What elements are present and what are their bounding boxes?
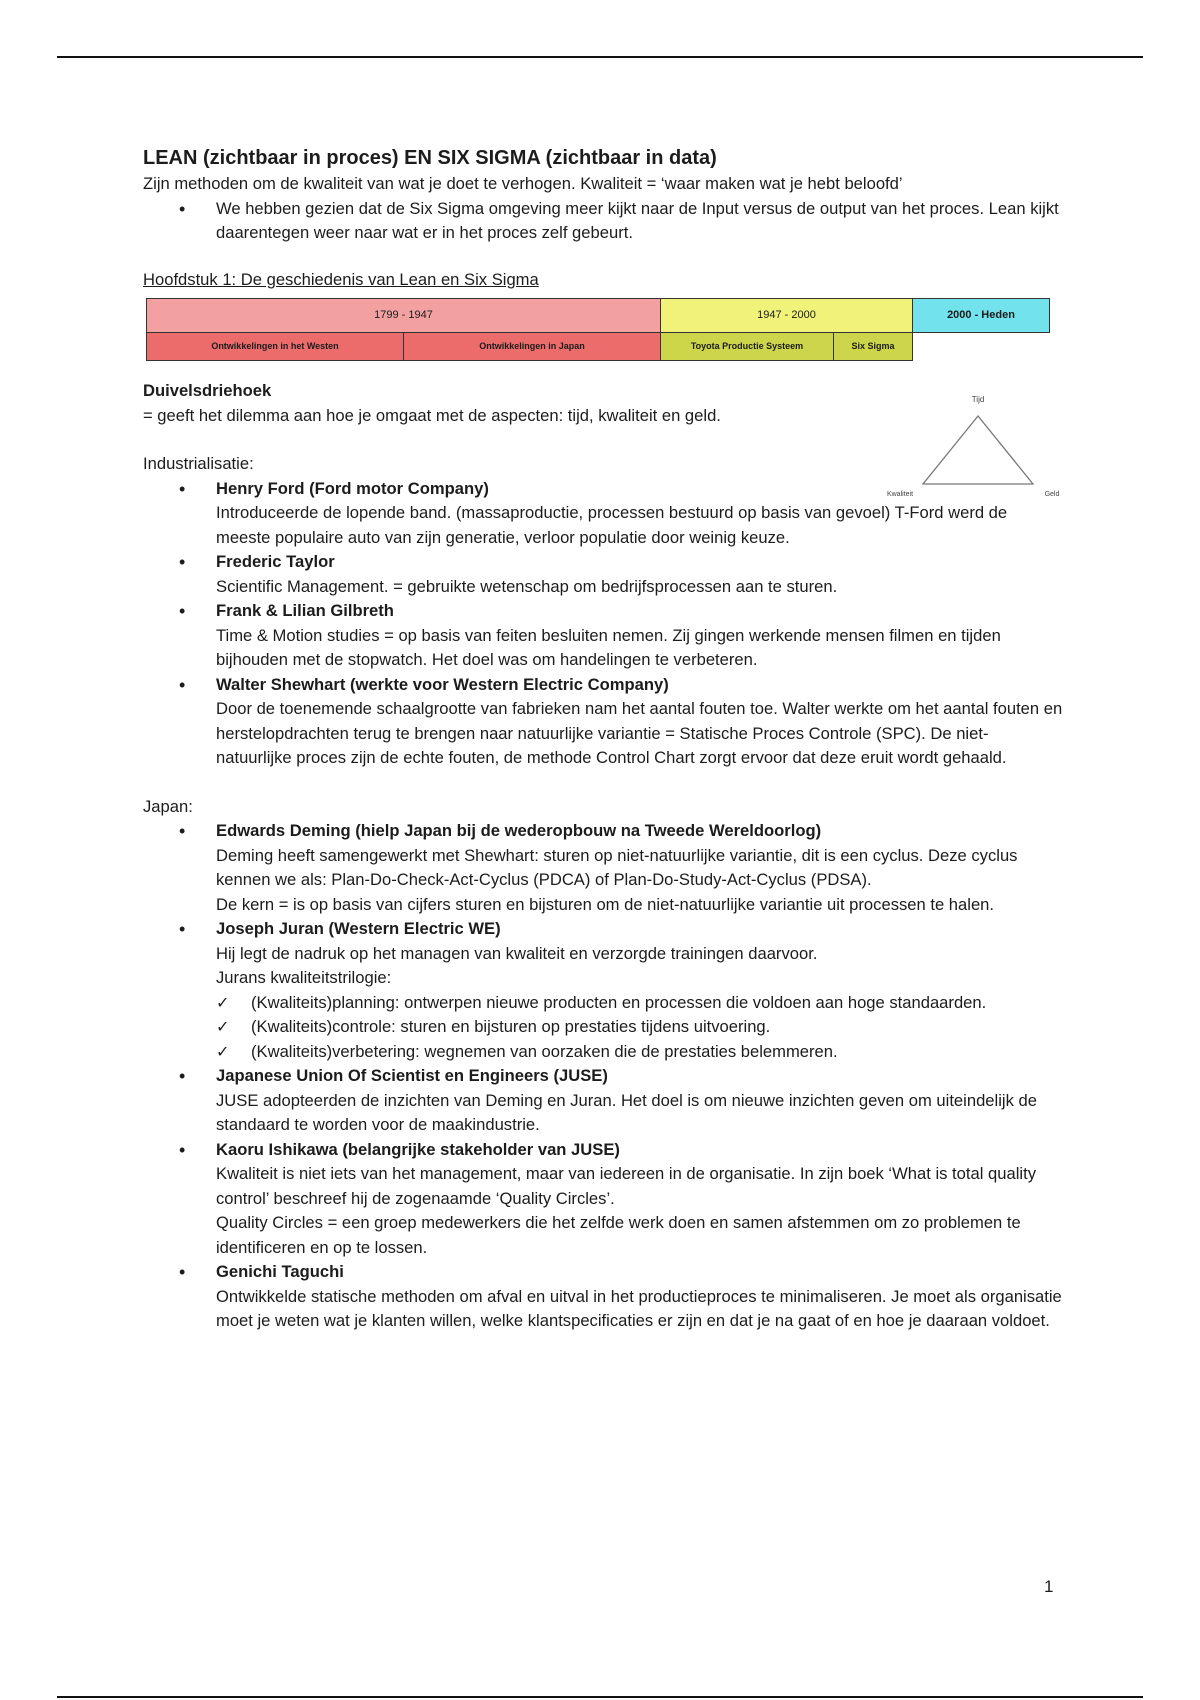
timeline-japan: Ontwikkelingen in Japan bbox=[404, 333, 661, 361]
industrial-label: Industrialisatie: bbox=[143, 454, 254, 473]
triangle-label-left: Kwaliteit bbox=[886, 491, 914, 498]
person-name: • Joseph Juran (Western Electric WE) bbox=[216, 919, 501, 938]
person-text: Quality Circles = een groep medewerkers die het zelfde werk doen en samen afstemmen om zo problemen te identificeren en op te lossen. bbox=[216, 1213, 1021, 1257]
person-name: • Frederic Taylor bbox=[216, 552, 335, 571]
industrial-list bbox=[143, 477, 1063, 771]
check-item: ✓ (Kwaliteits)controle: sturen en bijsturen op prestaties tijdens uitvoering. bbox=[216, 1015, 1063, 1040]
person-text: De kern = is op basis van cijfers sturen en bijsturen om de niet-natuurlijke variantie uit processen te halen. bbox=[216, 894, 995, 914]
devil-triangle-diagram bbox=[878, 392, 1078, 500]
person-name: • Japanese Union Of Scientist en Engineers (JUSE) bbox=[216, 1066, 608, 1085]
person-name: • Edwards Deming (hielp Japan bij de wederopbouw na Tweede Wereldoorlog) bbox=[216, 821, 822, 840]
timeline-period-1: 1799 - 1947 bbox=[147, 299, 661, 333]
list-item bbox=[143, 917, 1063, 1064]
japan-label: Japan: bbox=[143, 796, 193, 816]
person-text: Kwaliteit is niet iets van het management, maar van iedereen in de organisatie. In zijn boek ‘What is total quality control’ beschreef hij de zogenaamde ‘Quality Circles’. bbox=[216, 1164, 1036, 1208]
person-text: Introduceerde de lopende band. (massaproductie, processen bestuurd op basis van gevoel) T-Ford werd de meeste populaire auto van zijn generatie, verloor populatie door weinig keuze. bbox=[216, 503, 1008, 547]
person-name: • Walter Shewhart (werkte voor Western Electric Company) bbox=[216, 674, 669, 694]
person-name: • Kaoru Ishikawa (belangrijke stakeholder van JUSE) bbox=[216, 1139, 620, 1159]
list-item bbox=[143, 599, 1063, 673]
triangle-shape bbox=[923, 416, 1033, 484]
list-item bbox=[143, 550, 1063, 599]
triangle-label-top: Tijd bbox=[971, 395, 985, 404]
trilogy-list bbox=[216, 991, 1063, 1065]
timeline-west: Ontwikkelingen in het Westen bbox=[147, 333, 404, 361]
list-item bbox=[143, 673, 1063, 771]
top-rule bbox=[57, 56, 1143, 58]
check-item: ✓ (Kwaliteits)planning: ontwerpen nieuwe producten en processen die voldoen aan hoge standaarden. bbox=[216, 991, 1063, 1016]
person-text: Hij legt de nadruk op het managen van kwaliteit en verzorgde trainingen daarvoor. bbox=[216, 943, 818, 963]
devil-triangle-text: = geeft het dilemma aan hoe je omgaat met de aspecten: tijd, kwaliteit en geld. bbox=[143, 405, 721, 425]
bottom-rule bbox=[57, 1696, 1143, 1698]
page-number: 1 bbox=[1044, 1577, 1054, 1596]
timeline-six-sigma: Six Sigma bbox=[834, 333, 913, 361]
list-item bbox=[143, 1064, 1063, 1138]
intro-text: Zijn methoden om de kwaliteit van wat je doet te verhogen. Kwaliteit = ‘waar maken wat je hebt beloofd’ bbox=[143, 174, 903, 193]
devil-triangle-title: Duivelsdriehoek bbox=[143, 381, 272, 400]
person-name: • Genichi Taguchi bbox=[216, 1262, 344, 1281]
check-item: ✓ (Kwaliteits)verbetering: wegnemen van oorzaken die de prestaties belemmeren. bbox=[216, 1040, 1063, 1065]
person-text: JUSE adopteerden de inzichten van Deming en Juran. Het doel is om nieuwe inzichten geven om uiteindelijk de standaard te worden voor de maakindustrie. bbox=[216, 1090, 1037, 1134]
japan-list bbox=[143, 819, 1063, 1334]
list-item bbox=[143, 819, 1063, 917]
person-text: Jurans kwaliteitstrilogie: bbox=[216, 968, 392, 987]
person-text: Time & Motion studies = op basis van feiten besluiten nemen. Zij gingen werkende mensen filmen en tijden bijhouden met de stopwatch. Het doel was om handelingen te verbeteren. bbox=[216, 625, 1001, 669]
intro-list bbox=[143, 197, 1063, 246]
timeline-empty-cell bbox=[913, 333, 1050, 361]
person-name: • Frank & Lilian Gilbreth bbox=[216, 601, 394, 620]
timeline-period-2: 1947 - 2000 bbox=[661, 299, 913, 333]
person-text: Deming heeft samengewerkt met Shewhart: sturen op niet-natuurlijke variantie, dit is een cyclus. Deze cyclus kennen we als: Plan-Do-Check-Act-Cyclus (PDCA) of Plan-Do-Study-Act-Cyclus (PDSA). bbox=[216, 845, 1018, 889]
list-item bbox=[143, 1260, 1063, 1334]
person-text: Ontwikkelde statische methoden om afval en uitval in het productieproces te minimaliseren. Je moet als organisatie moet je weten wat je klanten willen, welke klantspecificaties er zijn en dat je na gaat of en hoe je daaraan voldoet. bbox=[216, 1286, 1062, 1330]
triangle-label-right: Geld bbox=[1044, 491, 1060, 498]
timeline-toyota: Toyota Productie Systeem bbox=[661, 333, 834, 361]
timeline-period-3: 2000 - Heden bbox=[913, 299, 1050, 333]
document-page bbox=[143, 144, 1063, 1334]
person-text: Scientific Management. = gebruikte wetenschap om bedrijfsprocessen aan te sturen. bbox=[216, 576, 838, 596]
person-text: Door de toenemende schaalgrootte van fabrieken nam het aantal fouten toe. Walter werkte om het aantal fouten en herstelopdrachten terug te brengen naar natuurlijke variantie = Statische Proces Controle (SPC). De niet-natuurlijke proces zijn de echte fouten, de methode Control Chart zorgt ervoor dat deze eruit wordt gehaald. bbox=[216, 699, 1063, 767]
document-title: LEAN (zichtbaar in proces) EN SIX SIGMA (zichtbaar in data) bbox=[143, 147, 717, 169]
history-timeline bbox=[146, 298, 1050, 361]
person-name: • Henry Ford (Ford motor Company) bbox=[216, 478, 489, 498]
chapter-heading: Hoofdstuk 1: De geschiedenis van Lean en Six Sigma bbox=[143, 269, 539, 289]
intro-bullet: • We hebben gezien dat de Six Sigma omgeving meer kijkt naar de Input versus de output van het proces. Lean kijkt daarentegen weer naar wat er in het proces zelf gebeurt. bbox=[143, 197, 1063, 246]
list-item bbox=[143, 1138, 1063, 1261]
